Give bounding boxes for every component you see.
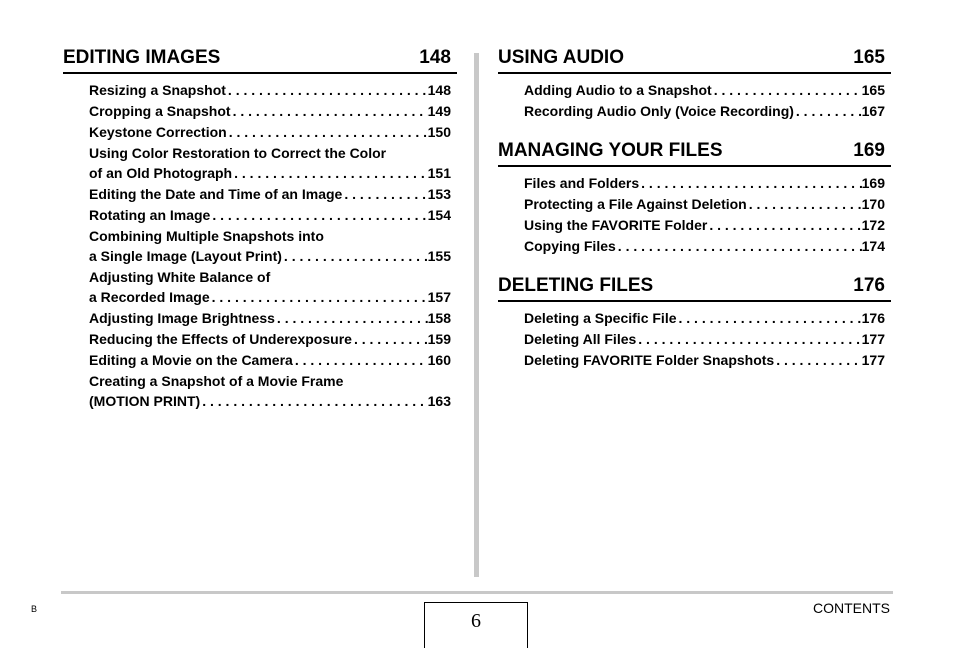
entry-page: 158 [427, 310, 451, 326]
dot-leader [210, 287, 428, 307]
footer-left-mark: B [31, 604, 38, 614]
dot-leader [293, 350, 428, 370]
entry-page: 172 [861, 217, 885, 233]
dot-leader [231, 101, 428, 121]
entry-row [524, 101, 885, 121]
entry-row [524, 173, 885, 193]
section-heading [498, 46, 891, 74]
dot-leader [210, 205, 427, 225]
toc-entry[interactable] [524, 194, 885, 214]
entry-row [89, 122, 451, 142]
entry-row [89, 391, 451, 411]
entry-page: 177 [861, 331, 885, 347]
entry-page: 155 [427, 248, 451, 264]
entry-title: Deleting All Files [524, 331, 637, 347]
toc-entry[interactable] [89, 122, 451, 142]
section-title: MANAGING YOUR FILES [498, 140, 723, 161]
section-page: 176 [853, 275, 885, 296]
right-column [498, 46, 891, 371]
dot-leader [774, 350, 861, 370]
entry-title: Files and Folders [524, 175, 640, 191]
entry-row [89, 287, 451, 307]
entry-page: 165 [861, 82, 885, 98]
entry-title: Editing a Movie on the Camera [89, 352, 293, 368]
entry-title-line1: Combining Multiple Snapshots into [89, 228, 324, 244]
section-title: DELETING FILES [498, 275, 654, 296]
left-column [63, 46, 457, 412]
toc-entry[interactable] [89, 350, 451, 370]
entry-title: Keystone Correction [89, 124, 227, 140]
entry-row [89, 308, 451, 328]
toc-entry[interactable] [89, 184, 451, 204]
toc-entry[interactable] [89, 205, 451, 225]
entry-title: Cropping a Snapshot [89, 103, 231, 119]
toc-entry[interactable] [89, 267, 451, 307]
dot-leader [616, 236, 862, 256]
section-heading [498, 139, 891, 167]
entry-row [524, 350, 885, 370]
toc-entry[interactable] [89, 308, 451, 328]
dot-leader [712, 80, 862, 100]
entry-row [524, 308, 885, 328]
toc-section [63, 46, 457, 411]
entry-title: Copying Files [524, 238, 616, 254]
toc-entry[interactable] [524, 350, 885, 370]
entry-page: 148 [427, 82, 451, 98]
entry-title: Using the FAVORITE Folder [524, 217, 708, 233]
entry-title: Adding Audio to a Snapshot [524, 82, 712, 98]
toc-section [498, 139, 891, 256]
dot-leader [677, 308, 862, 328]
dot-leader [636, 329, 861, 349]
entry-title: Reducing the Effects of Underexposure [89, 331, 352, 347]
dot-leader [747, 194, 862, 214]
entry-page: 151 [427, 165, 451, 181]
entry-list [498, 302, 891, 370]
dot-leader [794, 101, 862, 121]
entry-title: (MOTION PRINT) [89, 393, 201, 409]
toc-entry[interactable] [89, 101, 451, 121]
section-heading [63, 46, 457, 74]
entry-row [524, 194, 885, 214]
toc-entry[interactable] [524, 308, 885, 328]
entry-page: 163 [427, 393, 451, 409]
dot-leader [227, 122, 428, 142]
entry-row [524, 80, 885, 100]
toc-entry[interactable] [524, 80, 885, 100]
entry-page: 153 [427, 186, 451, 202]
section-page: 165 [853, 47, 885, 68]
entry-row [524, 329, 885, 349]
entry-row [89, 80, 451, 100]
entry-title-line1: Using Color Restoration to Correct the Color [89, 145, 387, 161]
entry-row [89, 101, 451, 121]
entry-title-line1: Creating a Snapshot of a Movie Frame [89, 373, 344, 389]
entry-page: 159 [427, 331, 451, 347]
entry-row [89, 184, 451, 204]
toc-entry[interactable] [524, 236, 885, 256]
column-divider [474, 53, 479, 577]
entry-page: 176 [861, 310, 885, 326]
entry-row [89, 246, 451, 266]
footer-rule [61, 591, 893, 594]
dot-leader [275, 308, 428, 328]
entry-title: a Recorded Image [89, 289, 210, 305]
entry-page: 150 [427, 124, 451, 140]
entry-page: 157 [427, 289, 451, 305]
dot-leader [226, 80, 428, 100]
entry-list [63, 74, 457, 411]
entry-title: Adjusting Image Brightness [89, 310, 275, 326]
entry-title: Deleting a Specific File [524, 310, 677, 326]
entry-title: Editing the Date and Time of an Image [89, 186, 343, 202]
entry-page: 149 [427, 103, 451, 119]
entry-title: Resizing a Snapshot [89, 82, 226, 98]
entry-list [498, 74, 891, 121]
entry-title: Rotating an Image [89, 207, 211, 223]
dot-leader [342, 184, 427, 204]
toc-entry[interactable] [524, 101, 885, 121]
toc-entry[interactable] [89, 371, 451, 411]
entry-title: a Single Image (Layout Print) [89, 248, 282, 264]
toc-entry[interactable] [89, 80, 451, 100]
entry-page: 174 [861, 238, 885, 254]
entry-page: 170 [861, 196, 885, 212]
toc-entry[interactable] [524, 173, 885, 193]
section-title: EDITING IMAGES [63, 47, 221, 68]
toc-entry[interactable] [524, 329, 885, 349]
dot-leader [282, 246, 428, 266]
toc-entry[interactable] [89, 143, 451, 183]
dot-leader [707, 215, 861, 235]
entry-page: 177 [861, 352, 885, 368]
toc-entry[interactable] [89, 226, 451, 266]
entry-title: Protecting a File Against Deletion [524, 196, 747, 212]
entry-list [498, 167, 891, 256]
section-page: 148 [419, 47, 451, 68]
entry-title-line1: Adjusting White Balance of [89, 269, 271, 285]
entry-row [89, 205, 451, 225]
entry-row [89, 350, 451, 370]
toc-entry[interactable] [89, 329, 451, 349]
entry-page: 154 [427, 207, 451, 223]
entry-row [89, 163, 451, 183]
dot-leader [232, 163, 428, 183]
entry-row [524, 236, 885, 256]
entry-row [89, 329, 451, 349]
toc-section [498, 46, 891, 121]
entry-page: 167 [861, 103, 885, 119]
footer-contents-label: CONTENTS [813, 600, 890, 616]
section-title: USING AUDIO [498, 47, 624, 68]
page-number: 6 [424, 602, 528, 648]
entry-title: Recording Audio Only (Voice Recording) [524, 103, 794, 119]
dot-leader [352, 329, 428, 349]
entry-page: 169 [861, 175, 885, 191]
section-page: 169 [853, 140, 885, 161]
entry-page: 160 [427, 352, 451, 368]
entry-title: of an Old Photograph [89, 165, 233, 181]
section-heading [498, 274, 891, 302]
toc-entry[interactable] [524, 215, 885, 235]
dot-leader [639, 173, 862, 193]
entry-title: Deleting FAVORITE Folder Snapshots [524, 352, 775, 368]
toc-section [498, 274, 891, 370]
dot-leader [200, 391, 427, 411]
entry-row [524, 215, 885, 235]
